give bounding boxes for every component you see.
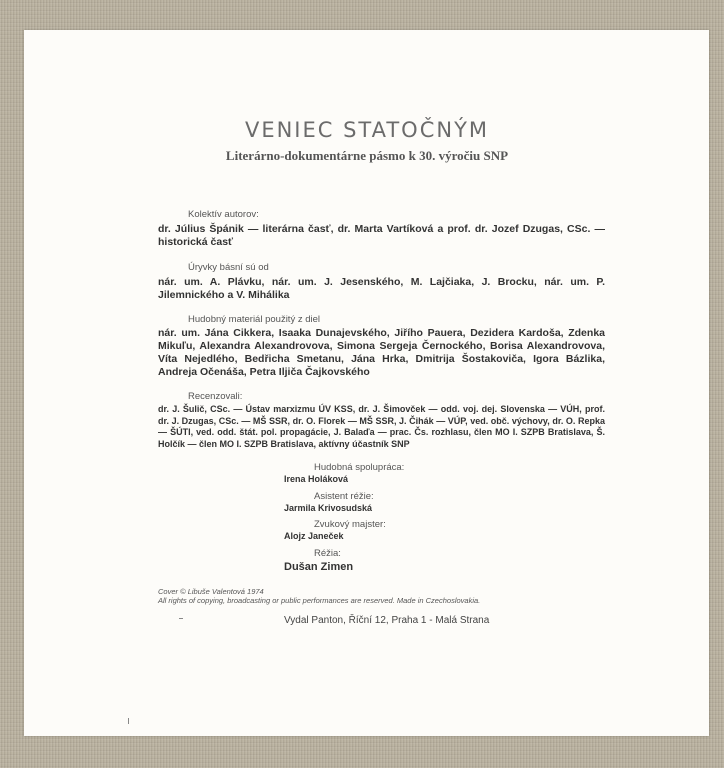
page-subtitle: Literárno-dokumentárne pásmo k 30. výročiu SNP	[225, 148, 509, 163]
reviewers-text: dr. J. Šulič, CSc. — Ústav marxizmu ÚV KSS, dr. J. Šimovček — odd. voj. dej. Slovenska — VÚH, prof. dr. J. Dzugas, CSc. — MŠ SSR, dr. O. Florek — MŠ SSR, J. Čihák — VÚP, ved. obč. výchovy, dr. O. Repka — ŠÚTI, ved. odd. štát. pol. propagácie, J. Balaďa — prac. Čs. rozhlasu, člen MO I. SZPB Bratislava, Š. Holčík — člen MO I. SZPB Bratislava, aktívny účastník SNP	[158, 404, 605, 449]
reviewers-label: Recenzovali:	[188, 391, 243, 402]
poems-text: nár. um. A. Plávku, nár. um. J. Jesenského, M. Lajčiaka, J. Brocku, nár. um. P. Jilemnického a V. Mihálika	[158, 276, 605, 301]
music-collab-name: Irena Holáková	[284, 474, 349, 484]
crop-mark	[179, 618, 183, 619]
director-label: Réžia:	[314, 548, 341, 559]
authors-text: dr. Július Špánik — literárna časť, dr. Marta Vartíková a prof. dr. Jozef Dzugas, CSc. — historická časť	[158, 223, 605, 248]
cover-credit: Cover © Libuše Valentová 1974	[158, 587, 264, 596]
poems-label: Úryvky básní sú od	[188, 262, 269, 273]
music-label: Hudobný materiál použitý z diel	[188, 314, 321, 325]
rights-notice: All rights of copying, broadcasting or public performances are reserved. Made in Czechoslovakia.	[158, 596, 481, 605]
assistant-director-name: Jarmila Krivosudská	[284, 503, 373, 513]
publisher-line: Vydal Panton, Říční 12, Praha 1 - Malá Strana	[284, 615, 490, 626]
crop-mark	[128, 718, 129, 724]
assistant-director-label: Asistent réžie:	[314, 491, 374, 502]
director-name: Dušan Zimen	[284, 561, 354, 573]
sound-master-label: Zvukový majster:	[314, 519, 386, 530]
sound-master-name: Alojz Janeček	[284, 531, 344, 541]
authors-label: Kolektív autorov:	[188, 209, 259, 220]
music-text: nár. um. Jána Cikkera, Isaaka Dunajevského, Jiřího Pauera, Dezidera Kardoša, Zdenka Mikuľu, Alexandra Alexandrovova, Simona Sergeja Černockého, Borisa Alexandrovova, Víta Nejedlého, Bedřicha Smetanu, Jána Hrka, Dmitrija Šostakoviča, Igora Bázlika, Andreja Očenáša, Petra Iljiča Čajkovského	[158, 327, 605, 378]
music-collab-label: Hudobná spolupráca:	[314, 462, 405, 473]
page-title: VENIEC STATOČNÝM	[244, 118, 490, 142]
